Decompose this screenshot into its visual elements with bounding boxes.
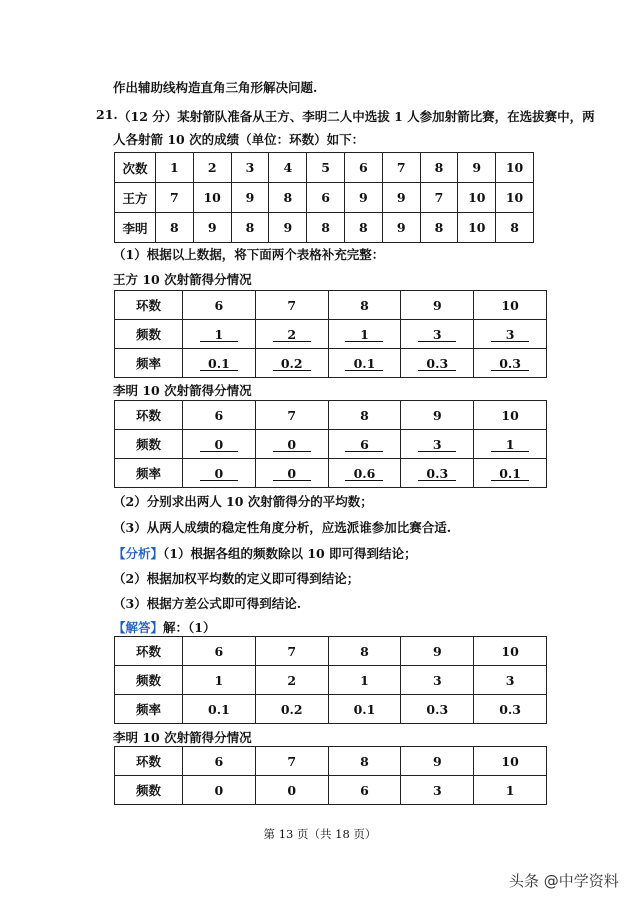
- table-cell: 9: [401, 291, 474, 320]
- table-row: [115, 349, 547, 378]
- fill-blank-answer: 3: [418, 328, 456, 342]
- wang-frequency-table: [114, 290, 547, 378]
- row-header-cell: 频数: [115, 320, 183, 349]
- fill-blank-answer: 0.2: [273, 357, 311, 371]
- table-cell: [474, 349, 547, 378]
- table-cell: [474, 320, 547, 349]
- table-cell: 10: [458, 213, 496, 243]
- fill-blank-answer: 0: [200, 438, 238, 452]
- fill-blank-answer: 0: [273, 467, 311, 481]
- question-line-1: （12 分）某射箭队准备从王方、李明二人中选拔 1 人参加射箭比赛，在选拔赛中，两: [118, 109, 595, 124]
- fill-blank-answer: 3: [491, 328, 529, 342]
- table-cell: 9: [401, 637, 474, 666]
- fill-blank-answer: 2: [273, 328, 311, 342]
- row-header-cell: 频率: [115, 459, 183, 488]
- table-cell: 3: [401, 666, 474, 695]
- table-cell: 8: [496, 213, 534, 243]
- answer-li-title: 李明 10 次射箭得分情况: [113, 730, 252, 745]
- table-cell: 6: [183, 401, 256, 430]
- table-cell: 0.1: [328, 695, 401, 724]
- table-cell: 9: [269, 213, 307, 243]
- table-cell: 6: [328, 776, 401, 805]
- table-cell: 2: [255, 666, 328, 695]
- question-line-2: 人各射箭 10 次的成绩（单位：环数）如下：: [113, 132, 365, 147]
- row-header-cell: 频率: [115, 695, 183, 724]
- page-footer: 第 13 页（共 18 页）: [263, 827, 377, 841]
- table-cell: 9: [458, 153, 496, 183]
- table-cell: 10: [458, 183, 496, 213]
- table-cell: 10: [474, 637, 547, 666]
- table-cell: 6: [307, 183, 345, 213]
- table-row: [115, 776, 547, 805]
- table-row: [115, 695, 547, 724]
- table-cell: [183, 349, 256, 378]
- table-cell: 6: [183, 637, 256, 666]
- table-cell: 10: [193, 183, 231, 213]
- row-header-cell: 李明: [115, 213, 156, 243]
- table-row: [115, 637, 547, 666]
- li-frequency-table: [114, 400, 547, 488]
- table-cell: 9: [344, 183, 382, 213]
- answer-table-wang: [114, 636, 547, 724]
- table-cell: 9: [401, 401, 474, 430]
- analysis-line-1: [113, 544, 417, 562]
- intro-line: 作出辅助线构造直角三角形解决问题.: [113, 80, 318, 95]
- watermark: 头条 @中学资料: [509, 872, 619, 890]
- table-cell: [401, 459, 474, 488]
- fill-blank-answer: 0.1: [345, 357, 383, 371]
- table-cell: 9: [382, 213, 420, 243]
- table-cell: 8: [231, 213, 269, 243]
- table-cell: 8: [420, 153, 458, 183]
- row-header-cell: 频数: [115, 776, 183, 805]
- table-cell: 6: [344, 153, 382, 183]
- table-cell: [183, 459, 256, 488]
- table-cell: 5: [307, 153, 345, 183]
- row-header-cell: 频数: [115, 430, 183, 459]
- table-cell: 3: [231, 153, 269, 183]
- table-cell: 7: [382, 153, 420, 183]
- table-row: [115, 213, 534, 243]
- table-cell: 9: [401, 747, 474, 776]
- table-cell: 4: [269, 153, 307, 183]
- table-row: [115, 666, 547, 695]
- analysis-tag: 【分析】: [113, 546, 164, 561]
- table-cell: 10: [474, 401, 547, 430]
- table-cell: 8: [328, 747, 401, 776]
- row-header-cell: 王方: [115, 183, 156, 213]
- row-header-cell: 频数: [115, 666, 183, 695]
- table-cell: 7: [255, 747, 328, 776]
- row-header-cell: 频率: [115, 349, 183, 378]
- table-row: [115, 291, 547, 320]
- table-cell: [328, 349, 401, 378]
- table-cell: [328, 320, 401, 349]
- table-cell: [401, 349, 474, 378]
- table-row: [115, 320, 547, 349]
- sub-question-3: （3）从两人成绩的稳定性角度分析，应选派谁参加比赛合适.: [113, 520, 452, 535]
- table-cell: 8: [420, 213, 458, 243]
- li-table-title: 李明 10 次射箭得分情况: [113, 383, 252, 398]
- table-cell: 2: [193, 153, 231, 183]
- scores-table: [114, 152, 534, 243]
- row-header-cell: 环数: [115, 637, 183, 666]
- table-cell: [255, 320, 328, 349]
- table-cell: [183, 320, 256, 349]
- sub-question-1: （1）根据以上数据，将下面两个表格补充完整：: [113, 247, 385, 262]
- fill-blank-answer: 1: [200, 328, 238, 342]
- table-cell: 6: [183, 747, 256, 776]
- answer-line: [113, 618, 215, 636]
- table-cell: 10: [496, 153, 534, 183]
- table-cell: 3: [474, 666, 547, 695]
- fill-blank-answer: 0.1: [200, 357, 238, 371]
- fill-blank-answer: 0.6: [345, 467, 383, 481]
- table-cell: 10: [474, 291, 547, 320]
- table-cell: 9: [231, 183, 269, 213]
- question-number: 21.: [96, 107, 118, 122]
- wang-table-title: 王方 10 次射箭得分情况: [113, 272, 252, 287]
- sub-question-2: （2）分别求出两人 10 次射箭得分的平均数；: [113, 494, 373, 509]
- fill-blank-answer: 3: [418, 438, 456, 452]
- row-header-cell: 环数: [115, 291, 183, 320]
- table-cell: 8: [269, 183, 307, 213]
- table-cell: [255, 459, 328, 488]
- answer-table-li: [114, 746, 547, 805]
- fill-blank-answer: 1: [345, 328, 383, 342]
- table-cell: [474, 459, 547, 488]
- table-cell: 8: [328, 401, 401, 430]
- table-row: [115, 430, 547, 459]
- table-cell: [401, 320, 474, 349]
- table-cell: 8: [328, 291, 401, 320]
- answer-tag: 【解答】: [113, 620, 164, 635]
- table-cell: 0.2: [255, 695, 328, 724]
- table-cell: 6: [183, 291, 256, 320]
- table-cell: 1: [328, 666, 401, 695]
- table-row: [115, 459, 547, 488]
- table-cell: 10: [496, 183, 534, 213]
- table-cell: 0.3: [401, 695, 474, 724]
- table-cell: 8: [156, 213, 194, 243]
- fill-blank-answer: 0.3: [491, 357, 529, 371]
- table-cell: 1: [183, 666, 256, 695]
- row-header-cell: 环数: [115, 747, 183, 776]
- table-row: [115, 183, 534, 213]
- analysis-line-3: （3）根据方差公式即可得到结论.: [113, 596, 302, 611]
- table-cell: 1: [156, 153, 194, 183]
- table-cell: 10: [474, 747, 547, 776]
- table-cell: 9: [382, 183, 420, 213]
- table-cell: [474, 430, 547, 459]
- table-cell: 8: [344, 213, 382, 243]
- table-cell: 1: [474, 776, 547, 805]
- answer-text: 解：（1）: [163, 620, 216, 635]
- table-cell: 8: [307, 213, 345, 243]
- table-row: [115, 153, 534, 183]
- table-cell: 0.1: [183, 695, 256, 724]
- row-header-cell: 环数: [115, 401, 183, 430]
- table-cell: 7: [420, 183, 458, 213]
- table-cell: [328, 430, 401, 459]
- table-row: [115, 747, 547, 776]
- fill-blank-answer: 0: [273, 438, 311, 452]
- table-cell: 3: [401, 776, 474, 805]
- row-header-cell: 次数: [115, 153, 156, 183]
- table-cell: 7: [255, 637, 328, 666]
- table-cell: 0: [255, 776, 328, 805]
- table-cell: [183, 430, 256, 459]
- table-cell: [255, 430, 328, 459]
- fill-blank-answer: 0: [200, 467, 238, 481]
- table-cell: 7: [255, 291, 328, 320]
- table-cell: 9: [193, 213, 231, 243]
- analysis-line-2: （2）根据加权平均数的定义即可得到结论；: [113, 571, 360, 586]
- analysis-text-1: （1）根据各组的频数除以 10 即可得到结论；: [163, 546, 417, 561]
- table-row: [115, 401, 547, 430]
- fill-blank-answer: 0.3: [418, 357, 456, 371]
- table-cell: 8: [328, 637, 401, 666]
- fill-blank-answer: 6: [345, 438, 383, 452]
- table-cell: [328, 459, 401, 488]
- table-cell: [401, 430, 474, 459]
- table-cell: 7: [255, 401, 328, 430]
- table-cell: 0.3: [474, 695, 547, 724]
- table-cell: 7: [156, 183, 194, 213]
- fill-blank-answer: 0.3: [418, 467, 456, 481]
- table-cell: 0: [183, 776, 256, 805]
- table-cell: [255, 349, 328, 378]
- fill-blank-answer: 1: [491, 438, 529, 452]
- fill-blank-answer: 0.1: [491, 467, 529, 481]
